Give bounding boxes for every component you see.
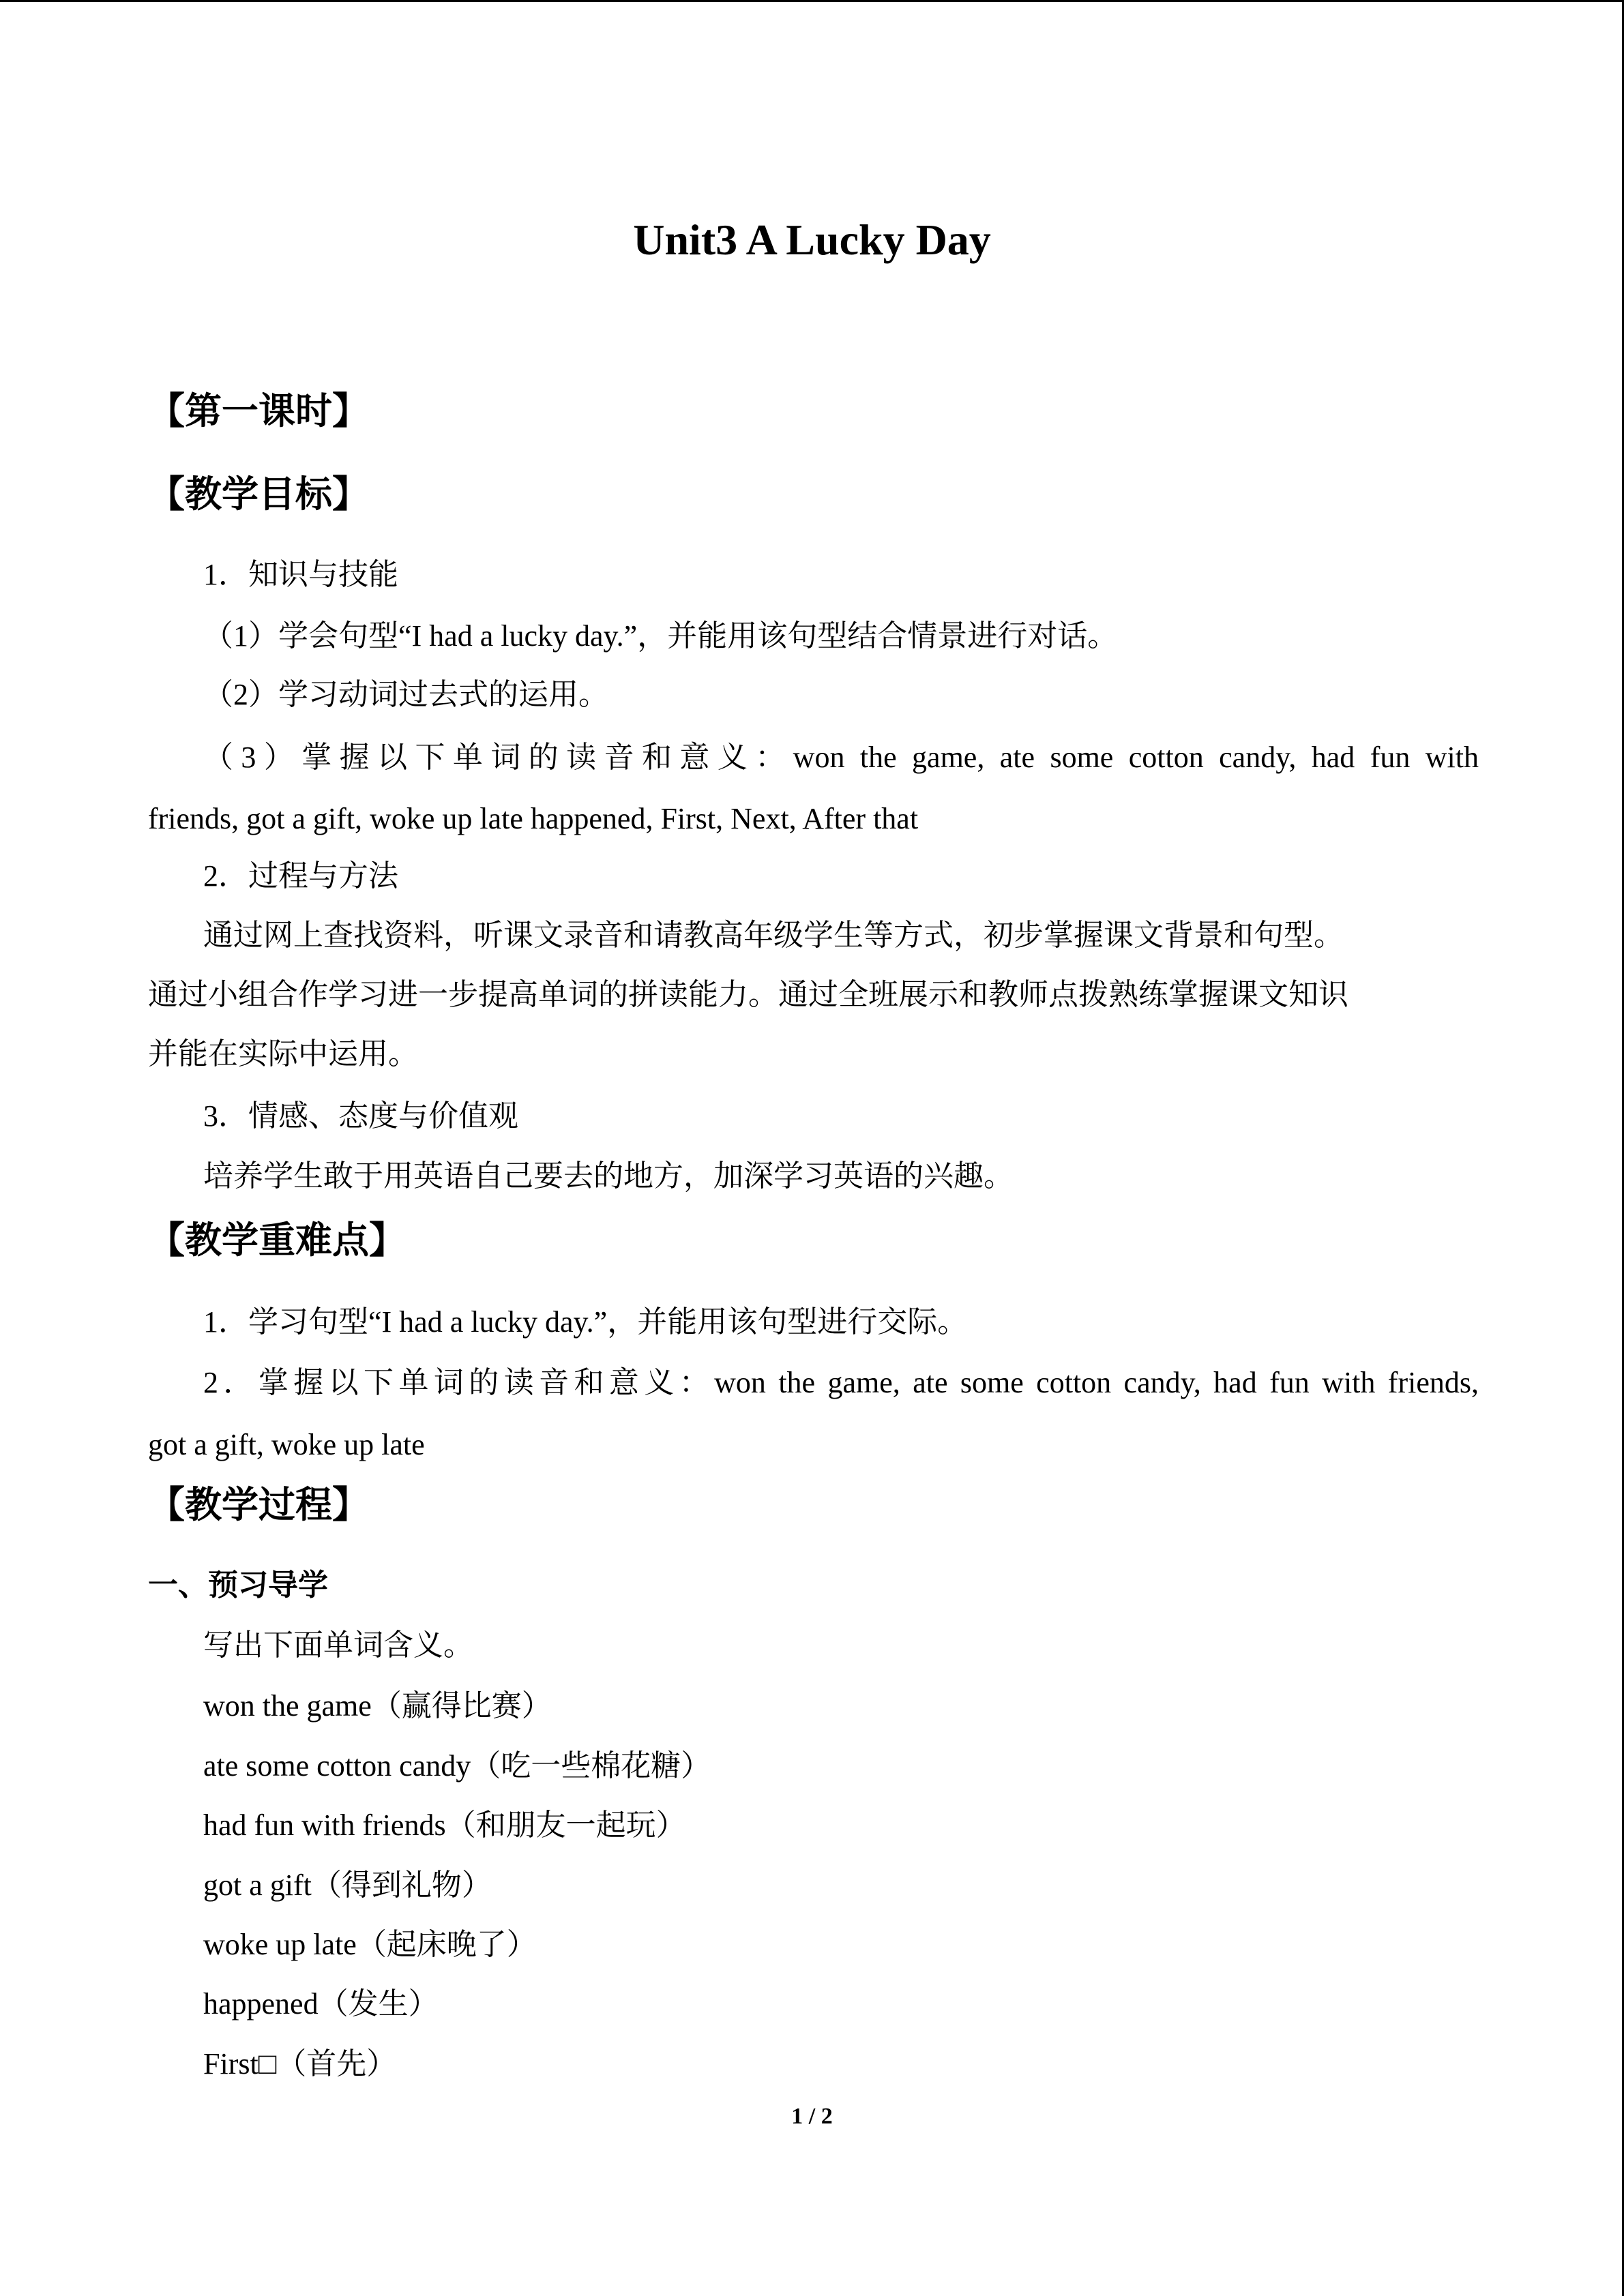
process-instruction: 写出下面单词含义。 — [203, 1628, 473, 1662]
objective-section-2-title: 2．过程与方法 — [203, 859, 398, 893]
vocab-item: got a gift（得到礼物） — [203, 1868, 492, 1902]
objective-section-1-title: 1．知识与技能 — [203, 558, 398, 591]
objective-section-2-line-3: 并能在实际中运用。 — [148, 1037, 418, 1071]
vocab-item: won the game（赢得比赛） — [203, 1689, 552, 1723]
objective-item-2: （2）学习动词过去式的运用。 — [203, 678, 608, 711]
objective-item-3-line-2: friends, got a gift, woke up late happened, First, Next, After that — [148, 802, 919, 835]
page-number: 1 / 2 — [791, 2104, 833, 2129]
process-part-1-title: 一、预习导学 — [148, 1568, 328, 1602]
key-point-1: 1．学习句型“I had a lucky day.”，并能用该句型进行交际。 — [203, 1305, 968, 1339]
vocab-item: woke up late（起床晚了） — [203, 1928, 537, 1961]
page-title: Unit3 A Lucky Day — [633, 215, 991, 264]
key-points-heading: 【教学重难点】 — [148, 1219, 406, 1262]
objective-section-2-line-2: 通过小组合作学习进一步提高单词的拼读能力。通过全班展示和教师点拨熟练掌握课文知识 — [148, 978, 1348, 1011]
key-point-2-line-2: got a gift, woke up late — [148, 1428, 425, 1461]
objective-item-1: （1）学会句型“I had a lucky day.”，并能用该句型结合情景进行对话。 — [203, 619, 1118, 653]
vocab-item: had fun with friends（和朋友一起玩） — [203, 1808, 686, 1842]
objective-item-3-line-1: （3）掌握以下单词的读音和意义：won the game, ate some cotton candy, had fun with — [203, 741, 1479, 774]
objective-section-3-line-1: 培养学生敢于用英语自己要去的地方，加深学习英语的兴趣。 — [203, 1159, 1014, 1193]
process-heading: 【教学过程】 — [148, 1483, 369, 1526]
page-border-top — [0, 0, 1624, 2]
vocab-item: happened（发生） — [203, 1987, 439, 2021]
objectives-heading: 【教学目标】 — [148, 473, 369, 516]
vocab-item: First□（首先） — [203, 2047, 397, 2081]
lesson-heading: 【第一课时】 — [148, 389, 369, 432]
key-point-2-line-1: 2．掌握以下单词的读音和意义：won the game, ate some cotton candy, had fun with friends, — [203, 1366, 1479, 1399]
vocab-item: ate some cotton candy（吃一些棉花糖） — [203, 1749, 711, 1783]
objective-section-3-title: 3．情感、态度与价值观 — [203, 1099, 518, 1133]
objective-section-2-line-1: 通过网上查找资料，听课文录音和请教高年级学生等方式，初步掌握课文背景和句型。 — [203, 919, 1344, 952]
